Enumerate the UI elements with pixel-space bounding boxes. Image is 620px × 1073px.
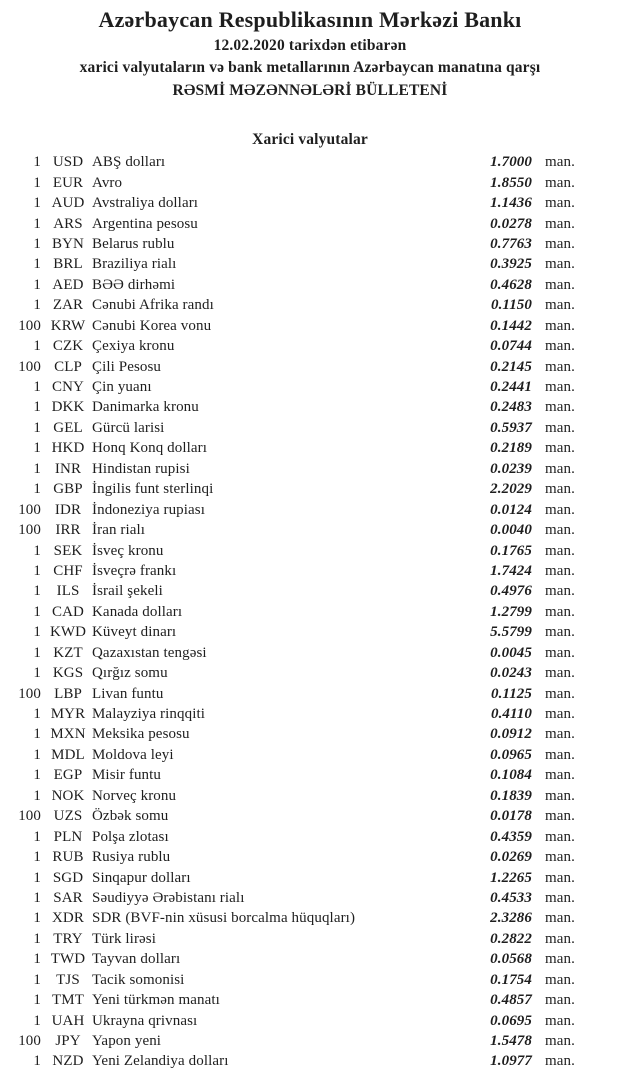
currency-code: USD — [52, 154, 84, 171]
unit-label: man. — [545, 930, 575, 947]
unit-label: man. — [545, 951, 575, 968]
quantity: 1 — [33, 174, 41, 191]
exchange-rate: 0.0243 — [490, 665, 532, 682]
quantity: 1 — [33, 562, 41, 579]
exchange-rate: 1.2799 — [490, 603, 532, 620]
exchange-rate: 0.0040 — [490, 522, 532, 539]
currency-code: IRR — [55, 522, 81, 539]
quantity: 1 — [33, 930, 41, 947]
currency-code: GEL — [53, 419, 83, 436]
quantity: 1 — [33, 440, 41, 457]
exchange-rate: 0.0695 — [490, 1012, 532, 1029]
rate-row — [0, 949, 620, 969]
unit-label: man. — [545, 746, 575, 763]
rate-row — [0, 459, 620, 479]
unit-label: man. — [545, 154, 575, 171]
exchange-rate: 0.4976 — [490, 583, 532, 600]
currency-name: Braziliya rialı — [92, 256, 177, 273]
unit-label: man. — [545, 440, 575, 457]
currency-code: CNY — [52, 379, 84, 396]
rate-row — [0, 765, 620, 785]
exchange-rate: 0.0568 — [490, 951, 532, 968]
rate-row — [0, 152, 620, 172]
currency-code: LBP — [54, 685, 82, 702]
currency-name: Danimarka kronu — [92, 399, 199, 416]
rate-row — [0, 643, 620, 663]
currency-code: TJS — [56, 971, 80, 988]
subtitle-line: xarici valyutaların və bank metallarının Azərbaycan manatına qarşı — [79, 59, 541, 77]
currency-code: UAH — [51, 1012, 85, 1029]
unit-label: man. — [545, 828, 575, 845]
quantity: 1 — [33, 419, 41, 436]
currency-name: İsveç kronu — [92, 542, 164, 559]
unit-label: man. — [545, 1012, 575, 1029]
currency-code: CAD — [52, 603, 84, 620]
quantity: 1 — [33, 665, 41, 682]
currency-code: BYN — [52, 235, 84, 252]
quantity: 1 — [33, 706, 41, 723]
unit-label: man. — [545, 849, 575, 866]
quantity: 1 — [33, 767, 41, 784]
currency-name: Meksika pesosu — [92, 726, 190, 743]
rate-row — [0, 541, 620, 561]
rate-row — [0, 500, 620, 520]
unit-label: man. — [545, 358, 575, 375]
exchange-rate: 0.2145 — [490, 358, 532, 375]
unit-label: man. — [545, 256, 575, 273]
rate-row — [0, 418, 620, 438]
quantity: 1 — [33, 154, 41, 171]
exchange-rate: 0.1754 — [490, 971, 532, 988]
currency-code: HKD — [51, 440, 85, 457]
bulletin-title: RƏSMİ MƏZƏNNƏLƏRİ BÜLLETENİ — [172, 81, 448, 99]
exchange-rate: 0.1442 — [490, 317, 532, 334]
exchange-rate: 0.0269 — [490, 849, 532, 866]
currency-name: Belarus rublu — [92, 235, 175, 252]
currency-name: BƏƏ dirhəmi — [92, 276, 176, 293]
currency-code: KZT — [53, 644, 83, 661]
unit-label: man. — [545, 215, 575, 232]
currency-code: DKK — [51, 399, 85, 416]
rate-row — [0, 724, 620, 744]
currency-code: SAR — [53, 889, 83, 906]
exchange-rate: 5.5799 — [490, 624, 532, 641]
exchange-rate: 0.0744 — [490, 338, 532, 355]
unit-label: man. — [545, 562, 575, 579]
quantity: 1 — [33, 276, 41, 293]
rate-row — [0, 847, 620, 867]
exchange-rate: 1.2265 — [490, 869, 532, 886]
quantity: 1 — [33, 235, 41, 252]
unit-label: man. — [545, 767, 575, 784]
quantity: 100 — [18, 808, 41, 825]
currency-code: ARS — [53, 215, 83, 232]
exchange-rate: 0.7763 — [490, 235, 532, 252]
quantity: 1 — [33, 256, 41, 273]
currency-name: Türk lirəsi — [92, 930, 157, 947]
rate-row — [0, 745, 620, 765]
currency-name: Qazaxıstan tengəsi — [92, 644, 207, 661]
currency-code: KWD — [49, 624, 87, 641]
quantity: 100 — [18, 358, 41, 375]
currency-name: Gürcü larisi — [92, 419, 165, 436]
currency-name: Misir funtu — [92, 767, 162, 784]
exchange-rate: 1.5478 — [490, 1033, 532, 1050]
unit-label: man. — [545, 603, 575, 620]
exchange-rate: 0.1150 — [490, 297, 532, 314]
rate-row — [0, 622, 620, 642]
exchange-rate: 0.1084 — [490, 767, 532, 784]
rate-row — [0, 336, 620, 356]
currency-name: Kanada dolları — [92, 603, 183, 620]
exchange-rate: 0.0239 — [490, 460, 532, 477]
quantity: 1 — [33, 379, 41, 396]
rate-row — [0, 397, 620, 417]
section-title-foreign-currencies: Xarici valyutalar — [252, 131, 368, 149]
exchange-rate: 0.4110 — [490, 706, 532, 723]
currency-name: Livan funtu — [92, 685, 164, 702]
rate-row — [0, 316, 620, 336]
currency-code: NZD — [52, 1053, 84, 1070]
unit-label: man. — [545, 276, 575, 293]
currency-code: GBP — [53, 481, 83, 498]
currency-code: MYR — [50, 706, 86, 723]
unit-label: man. — [545, 1033, 575, 1050]
unit-label: man. — [545, 971, 575, 988]
currency-code: PLN — [53, 828, 83, 845]
currency-name: İsrail şekeli — [92, 583, 163, 600]
exchange-rate: 0.4359 — [490, 828, 532, 845]
currency-name: Tacik somonisi — [92, 971, 185, 988]
unit-label: man. — [545, 706, 575, 723]
rate-row — [0, 1051, 620, 1071]
quantity: 1 — [33, 624, 41, 641]
currency-name: Küveyt dinarı — [92, 624, 177, 641]
quantity: 1 — [33, 849, 41, 866]
rate-row — [0, 173, 620, 193]
unit-label: man. — [545, 481, 575, 498]
currency-name: Tayvan dolları — [92, 951, 181, 968]
currency-name: Hindistan rupisi — [92, 460, 190, 477]
rates-table — [0, 152, 620, 1072]
currency-name: Sinqapur dolları — [92, 869, 191, 886]
exchange-rate: 0.0045 — [490, 644, 532, 661]
rate-row — [0, 234, 620, 254]
rate-row — [0, 970, 620, 990]
rate-row — [0, 908, 620, 928]
currency-name: Avro — [92, 174, 123, 191]
currency-code: EGP — [53, 767, 83, 784]
currency-code: IDR — [54, 501, 82, 518]
exchange-rate: 1.8550 — [490, 174, 532, 191]
currency-name: Norveç kronu — [92, 787, 177, 804]
currency-name: Honq Konq dolları — [92, 440, 208, 457]
quantity: 100 — [18, 685, 41, 702]
rate-row — [0, 193, 620, 213]
currency-code: KRW — [50, 317, 86, 334]
currency-code: SEK — [53, 542, 83, 559]
currency-name: SDR (BVF-nin xüsusi borcalma hüquqları) — [92, 910, 356, 927]
rate-row — [0, 888, 620, 908]
currency-name: Avstraliya dolları — [92, 195, 199, 212]
currency-code: KGS — [52, 665, 84, 682]
unit-label: man. — [545, 685, 575, 702]
rate-row — [0, 929, 620, 949]
exchange-rate: 2.2029 — [490, 481, 532, 498]
quantity: 1 — [33, 828, 41, 845]
document-header — [0, 0, 620, 102]
rate-row — [0, 275, 620, 295]
currency-code: XDR — [52, 910, 84, 927]
rate-row — [0, 663, 620, 683]
exchange-rate: 1.7424 — [490, 562, 532, 579]
quantity: 100 — [18, 501, 41, 518]
unit-label: man. — [545, 787, 575, 804]
quantity: 1 — [33, 297, 41, 314]
currency-name: Yapon yeni — [92, 1033, 162, 1050]
quantity: 1 — [33, 481, 41, 498]
rate-row — [0, 295, 620, 315]
currency-code: ZAR — [52, 297, 84, 314]
unit-label: man. — [545, 1053, 575, 1070]
exchange-rate: 0.1765 — [490, 542, 532, 559]
exchange-rate: 1.0977 — [490, 1053, 532, 1070]
unit-label: man. — [545, 338, 575, 355]
rate-row — [0, 479, 620, 499]
unit-label: man. — [545, 501, 575, 518]
unit-label: man. — [545, 379, 575, 396]
rate-row — [0, 254, 620, 274]
currency-name: Qırğız somu — [92, 665, 168, 682]
currency-code: EUR — [52, 174, 84, 191]
rate-row — [0, 704, 620, 724]
unit-label: man. — [545, 317, 575, 334]
bank-name-title: Azərbaycan Respublikasının Mərkəzi Bankı — [98, 7, 522, 32]
currency-name: Çexiya kronu — [92, 338, 175, 355]
quantity: 1 — [33, 603, 41, 620]
currency-name: Yeni türkmən manatı — [92, 992, 220, 1009]
currency-name: Malayziya rinqqiti — [92, 706, 206, 723]
currency-code: TMT — [52, 992, 84, 1009]
currency-name: Çin yuanı — [92, 379, 152, 396]
quantity: 1 — [33, 1012, 41, 1029]
currency-code: RUB — [52, 849, 84, 866]
quantity: 1 — [33, 746, 41, 763]
exchange-rate: 0.0912 — [490, 726, 532, 743]
quantity: 1 — [33, 726, 41, 743]
unit-label: man. — [545, 644, 575, 661]
exchange-rate: 2.3286 — [490, 910, 532, 927]
rate-row — [0, 786, 620, 806]
currency-code: UZS — [53, 808, 83, 825]
currency-name: İsveçrə frankı — [92, 562, 177, 579]
currency-code: TWD — [50, 951, 86, 968]
unit-label: man. — [545, 297, 575, 314]
rate-row — [0, 806, 620, 826]
exchange-rate: 0.4857 — [490, 992, 532, 1009]
currency-name: Cənubi Korea vonu — [92, 317, 212, 334]
unit-label: man. — [545, 889, 575, 906]
currency-code: AUD — [51, 195, 85, 212]
exchange-rate: 0.2822 — [490, 930, 532, 947]
rate-row — [0, 438, 620, 458]
unit-label: man. — [545, 808, 575, 825]
currency-code: AED — [52, 276, 84, 293]
unit-label: man. — [545, 624, 575, 641]
exchange-rate: 0.2483 — [490, 399, 532, 416]
quantity: 1 — [33, 195, 41, 212]
exchange-rate: 0.1125 — [490, 685, 532, 702]
currency-code: MXN — [50, 726, 86, 743]
currency-name: İndoneziya rupiası — [92, 501, 206, 518]
currency-code: BRL — [53, 256, 83, 273]
currency-code: CHF — [53, 562, 83, 579]
unit-label: man. — [545, 910, 575, 927]
unit-label: man. — [545, 174, 575, 191]
exchange-rate: 0.3925 — [490, 256, 532, 273]
rate-row — [0, 581, 620, 601]
rate-row — [0, 868, 620, 888]
exchange-rate: 1.7000 — [490, 154, 532, 171]
rate-row — [0, 1031, 620, 1051]
currency-name: Cənubi Afrika randı — [92, 297, 214, 314]
exchange-rate: 0.5937 — [490, 419, 532, 436]
unit-label: man. — [545, 992, 575, 1009]
quantity: 1 — [33, 542, 41, 559]
unit-label: man. — [545, 726, 575, 743]
rate-row — [0, 602, 620, 622]
quantity: 1 — [33, 399, 41, 416]
rate-row — [0, 377, 620, 397]
unit-label: man. — [545, 235, 575, 252]
unit-label: man. — [545, 522, 575, 539]
rate-row — [0, 684, 620, 704]
currency-name: Argentina pesosu — [92, 215, 198, 232]
exchange-rate: 0.1839 — [490, 787, 532, 804]
exchange-rate: 0.2189 — [490, 440, 532, 457]
rate-row — [0, 520, 620, 540]
currency-code: SGD — [52, 869, 84, 886]
unit-label: man. — [545, 399, 575, 416]
exchange-rate: 0.0124 — [490, 501, 532, 518]
currency-code: NOK — [51, 787, 85, 804]
exchange-rate: 0.4628 — [490, 276, 532, 293]
currency-name: ABŞ dolları — [92, 154, 166, 171]
currency-name: Çili Pesosu — [92, 358, 162, 375]
currency-code: ILS — [56, 583, 80, 600]
unit-label: man. — [545, 460, 575, 477]
currency-code: MDL — [51, 746, 85, 763]
quantity: 1 — [33, 889, 41, 906]
currency-name: Ukrayna qrivnası — [92, 1012, 198, 1029]
quantity: 1 — [33, 644, 41, 661]
effective-date-line: 12.02.2020 tarixdən etibarən — [213, 37, 407, 54]
quantity: 1 — [33, 460, 41, 477]
unit-label: man. — [545, 869, 575, 886]
quantity: 100 — [18, 1033, 41, 1050]
rate-row — [0, 990, 620, 1010]
quantity: 100 — [18, 317, 41, 334]
quantity: 1 — [33, 787, 41, 804]
currency-name: Səudiyyə Ərəbistanı rialı — [92, 889, 245, 906]
quantity: 1 — [33, 869, 41, 886]
currency-name: Rusiya rublu — [92, 849, 171, 866]
quantity: 1 — [33, 910, 41, 927]
currency-code: INR — [54, 460, 82, 477]
rate-row — [0, 357, 620, 377]
quantity: 1 — [33, 971, 41, 988]
currency-name: Moldova leyi — [92, 746, 174, 763]
unit-label: man. — [545, 195, 575, 212]
exchange-rate: 0.4533 — [490, 889, 532, 906]
quantity: 1 — [33, 338, 41, 355]
exchange-rate: 0.2441 — [490, 379, 532, 396]
exchange-rate: 0.0965 — [490, 746, 532, 763]
rate-row — [0, 827, 620, 847]
quantity: 1 — [33, 1053, 41, 1070]
currency-name: Polşa zlotası — [92, 828, 169, 845]
exchange-rate: 0.0278 — [490, 215, 532, 232]
currency-code: CLP — [54, 358, 82, 375]
exchange-rate: 0.0178 — [490, 808, 532, 825]
quantity: 100 — [18, 522, 41, 539]
unit-label: man. — [545, 542, 575, 559]
currency-name: İran rialı — [92, 522, 146, 539]
quantity: 1 — [33, 951, 41, 968]
currency-code: TRY — [53, 930, 83, 947]
exchange-rate: 1.1436 — [490, 195, 532, 212]
currency-name: Yeni Zelandiya dolları — [92, 1053, 229, 1070]
currency-name: İngilis funt sterlinqi — [92, 481, 214, 498]
rate-row — [0, 214, 620, 234]
quantity: 1 — [33, 583, 41, 600]
rate-row — [0, 1011, 620, 1031]
rate-row — [0, 561, 620, 581]
currency-name: Özbək somu — [92, 808, 169, 825]
unit-label: man. — [545, 665, 575, 682]
quantity: 1 — [33, 992, 41, 1009]
unit-label: man. — [545, 419, 575, 436]
currency-code: JPY — [55, 1033, 81, 1050]
currency-code: CZK — [52, 338, 84, 355]
quantity: 1 — [33, 215, 41, 232]
unit-label: man. — [545, 583, 575, 600]
